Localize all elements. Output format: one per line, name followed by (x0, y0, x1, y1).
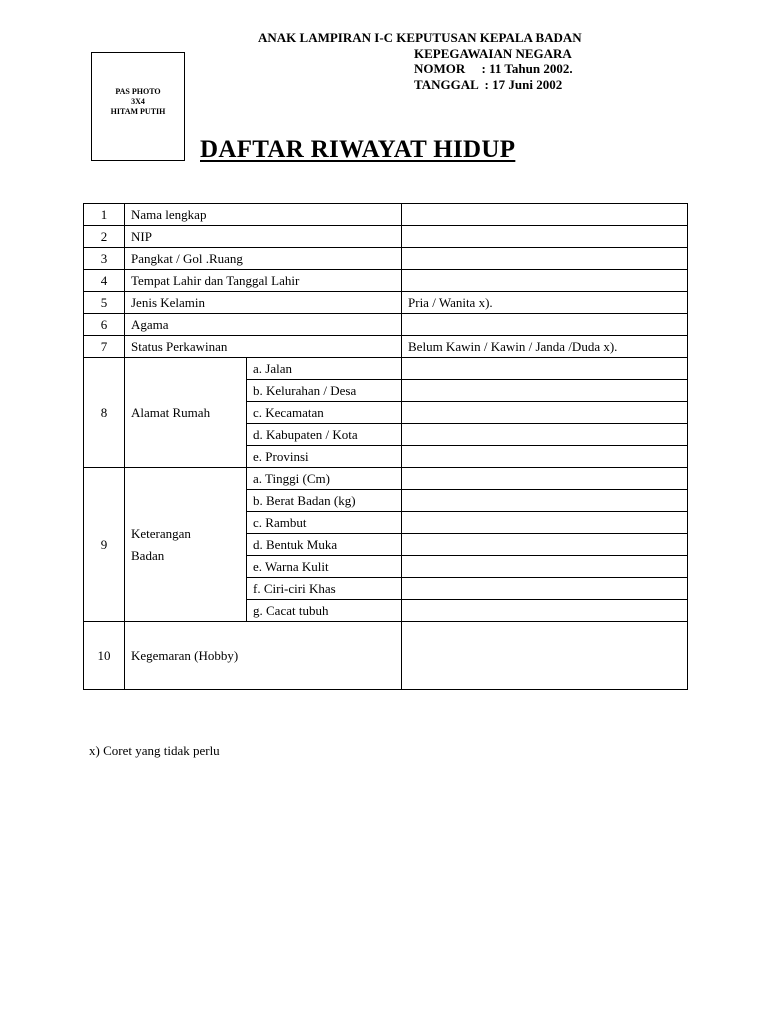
decree-header (258, 30, 582, 92)
row-value-field[interactable]: Belum Kawin / Kawin / Janda /Duda x). (402, 336, 688, 358)
row-value-field[interactable] (402, 622, 688, 690)
photo-label-line2: 3X4 (131, 97, 145, 106)
photo-label-line3: HITAM PUTIH (110, 107, 166, 116)
sub-item-label: e. Provinsi (247, 446, 402, 468)
header-line-agency: KEPEGAWAIAN NEGARA (414, 45, 572, 61)
table-row (84, 204, 688, 226)
sub-item-value-field[interactable] (402, 446, 688, 468)
row-value-field[interactable] (402, 204, 688, 226)
header-line-date: TANGGAL : 17 Juni 2002 (414, 76, 563, 92)
sub-item-value-field[interactable] (402, 380, 688, 402)
document-title: DAFTAR RIWAYAT HIDUP (200, 136, 516, 163)
sub-item-label: d. Bentuk Muka (247, 534, 402, 556)
row-label: Tempat Lahir dan Tanggal Lahir (125, 270, 402, 292)
table-row (84, 248, 688, 270)
table-row (84, 468, 688, 490)
photo-label-line1: PAS PHOTO (115, 87, 161, 96)
table-row (84, 226, 688, 248)
sub-item-value-field[interactable] (402, 490, 688, 512)
row-label-line2: Badan (131, 547, 165, 563)
row-number: 1 (84, 204, 125, 226)
table-row (84, 336, 688, 358)
row-value-field[interactable]: Pria / Wanita x). (402, 292, 688, 314)
sub-item-value-field[interactable] (402, 534, 688, 556)
sub-item-label: d. Kabupaten / Kota (247, 424, 402, 446)
row-value-field[interactable] (402, 270, 688, 292)
header-line-number: NOMOR : 11 Tahun 2002. (414, 61, 573, 76)
row-number: 3 (84, 248, 125, 270)
sub-item-label: f. Ciri-ciri Khas (247, 578, 402, 600)
row-number: 4 (84, 270, 125, 292)
row-label: Jenis Kelamin (125, 292, 402, 314)
row-label-line1: Keterangan (131, 525, 191, 541)
sub-item-label: a. Tinggi (Cm) (247, 468, 402, 490)
header-line-attachment: ANAK LAMPIRAN I-C KEPUTUSAN KEPALA BADAN (258, 30, 582, 45)
sub-item-value-field[interactable] (402, 600, 688, 622)
row-label: Agama (125, 314, 402, 336)
table-row (84, 358, 688, 380)
row-label: Kegemaran (Hobby) (125, 622, 402, 690)
sub-item-value-field[interactable] (402, 578, 688, 600)
row-number: 5 (84, 292, 125, 314)
sub-item-label: b. Kelurahan / Desa (247, 380, 402, 402)
row-label: Pangkat / Gol .Ruang (125, 248, 402, 270)
row-value-field[interactable] (402, 226, 688, 248)
sub-item-value-field[interactable] (402, 556, 688, 578)
row-label (125, 468, 247, 622)
row-value-field[interactable] (402, 248, 688, 270)
row-label: Status Perkawinan (125, 336, 402, 358)
biodata-form-table (83, 203, 688, 690)
table-row (84, 622, 688, 690)
sub-item-value-field[interactable] (402, 468, 688, 490)
row-number: 8 (84, 358, 125, 468)
row-number: 2 (84, 226, 125, 248)
table-row (84, 314, 688, 336)
row-label: Alamat Rumah (125, 358, 247, 468)
row-label: NIP (125, 226, 402, 248)
sub-item-value-field[interactable] (402, 402, 688, 424)
row-label: Nama lengkap (125, 204, 402, 226)
sub-item-label: c. Rambut (247, 512, 402, 534)
photo-placeholder-box (91, 52, 185, 161)
sub-item-label: a. Jalan (247, 358, 402, 380)
photo-placeholder-text (92, 87, 184, 117)
row-number: 6 (84, 314, 125, 336)
footnote: x) Coret yang tidak perlu (89, 743, 220, 758)
row-number: 9 (84, 468, 125, 622)
sub-item-label: g. Cacat tubuh (247, 600, 402, 622)
table-row (84, 270, 688, 292)
sub-item-value-field[interactable] (402, 358, 688, 380)
sub-item-label: c. Kecamatan (247, 402, 402, 424)
sub-item-label: b. Berat Badan (kg) (247, 490, 402, 512)
sub-item-value-field[interactable] (402, 424, 688, 446)
row-value-field[interactable] (402, 314, 688, 336)
row-number: 10 (84, 622, 125, 690)
row-number: 7 (84, 336, 125, 358)
sub-item-label: e. Warna Kulit (247, 556, 402, 578)
table-row (84, 292, 688, 314)
sub-item-value-field[interactable] (402, 512, 688, 534)
